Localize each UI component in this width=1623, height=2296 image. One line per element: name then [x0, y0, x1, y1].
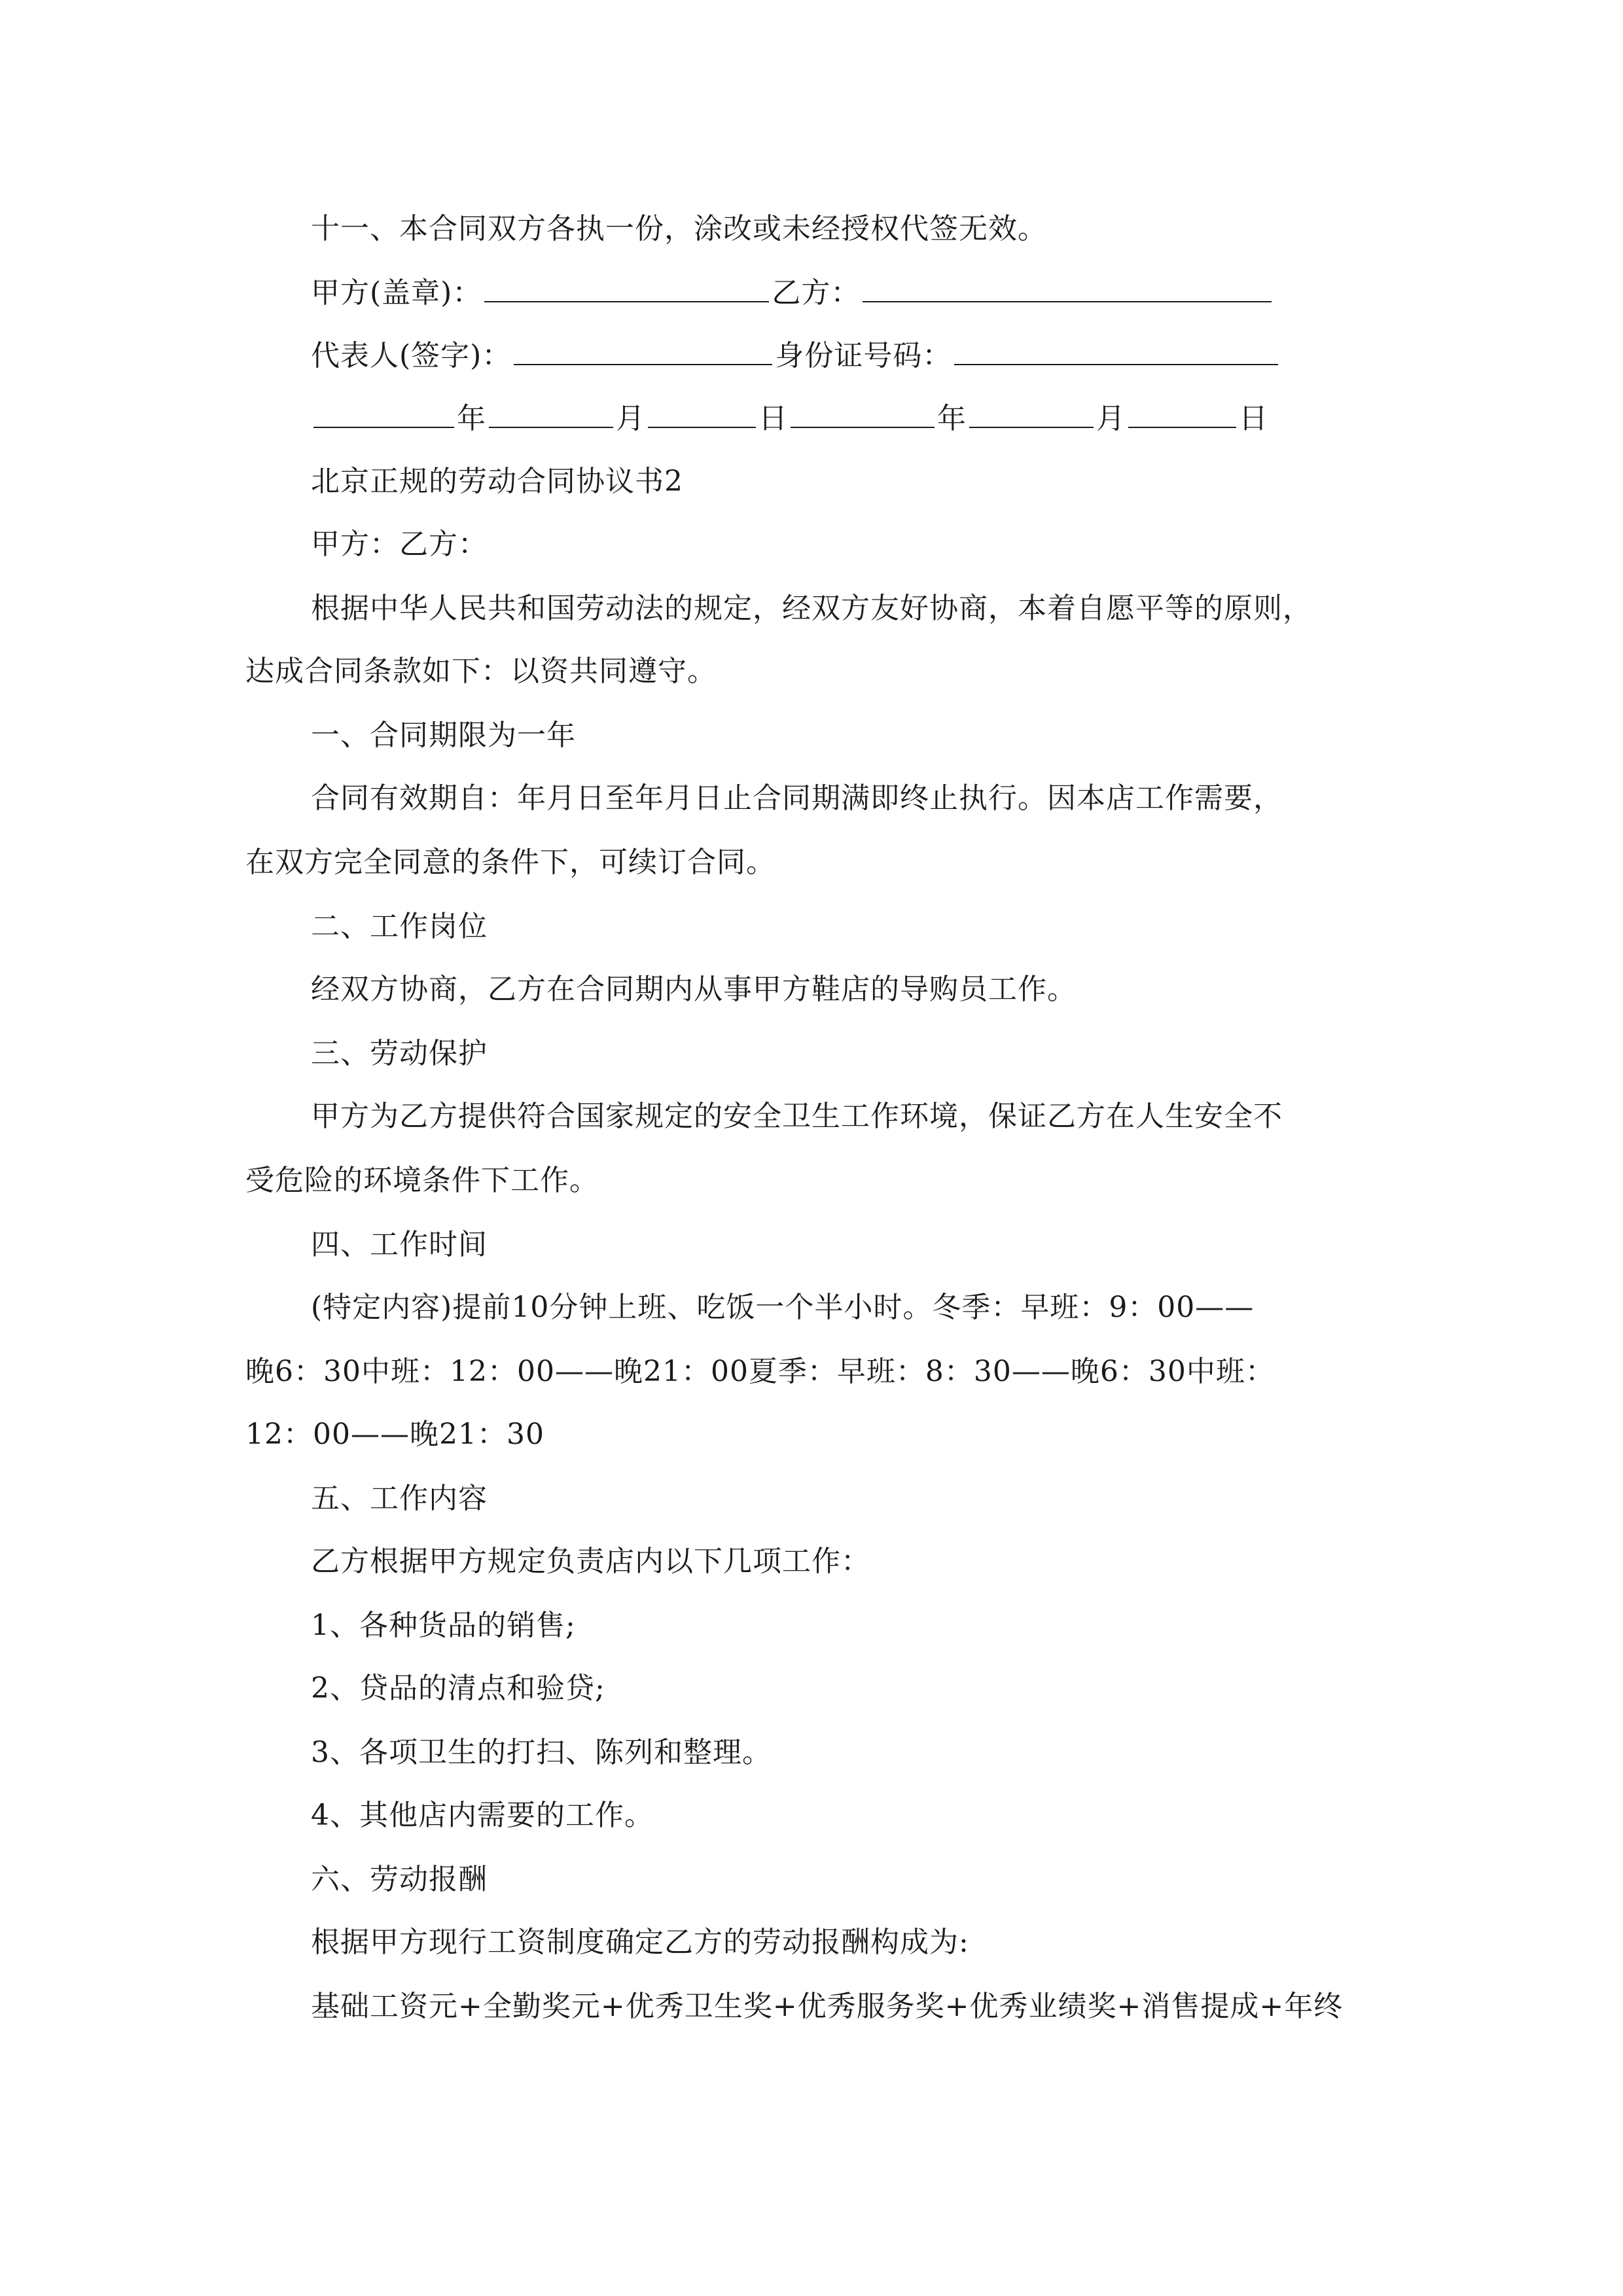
- intro-line-1: 根据中华人民共和国劳动法的规定，经双方友好协商，本着自愿平等的原则，: [311, 592, 1312, 625]
- year-a-label: 年: [457, 402, 486, 435]
- section-1-body-1: 合同有效期自：年月日至年月日止合同期满即终止执行。因本店工作需要，: [311, 781, 1283, 815]
- party-a-label: 甲方(盖章)：: [311, 276, 482, 310]
- parties-line: 甲方：乙方：: [311, 528, 488, 561]
- year-b-blank: [791, 398, 935, 428]
- signature-row-rep: [311, 335, 1397, 374]
- id-label: 身份证号码：: [775, 339, 952, 372]
- section-3-heading: 三、劳动保护: [311, 1037, 488, 1070]
- list-item: 4、其他店内需要的工作。: [311, 1799, 654, 1832]
- party-a-blank: [484, 272, 769, 302]
- section-2-body: 经双方协商，乙方在合同期内从事甲方鞋店的导购员工作。: [311, 973, 1077, 1006]
- rep-label: 代表人(签字)：: [311, 339, 512, 372]
- section-2-heading: 二、工作岗位: [311, 910, 488, 943]
- month-b-blank: [969, 398, 1094, 428]
- month-a-blank: [489, 398, 613, 428]
- section-4-heading: 四、工作时间: [311, 1228, 488, 1261]
- section-3-body-1: 甲方为乙方提供符合国家规定的安全卫生工作环境，保证乙方在人生安全不: [311, 1100, 1283, 1133]
- section-1-body-2: 在双方完全同意的条件下，可续订合同。: [245, 846, 776, 879]
- day-b-label: 日: [1239, 402, 1268, 435]
- section-4-body-3: 12：00——晚21：30: [245, 1418, 544, 1451]
- section-6-body-2: 基础工资元+全勤奖元+优秀卫生奖+优秀服务奖+优秀业绩奖+消售提成+年终: [311, 1990, 1344, 2023]
- rep-blank: [514, 335, 772, 365]
- party-b-label: 乙方：: [772, 276, 861, 310]
- section-4-body-1: (特定内容)提前10分钟上班、吃饭一个半小时。冬季：早班：9：00——: [311, 1291, 1255, 1324]
- intro-line-2: 达成合同条款如下：以资共同遵守。: [245, 655, 717, 688]
- signature-row-dates: [311, 398, 1397, 437]
- id-blank: [954, 335, 1278, 365]
- list-item: 3、各项卫生的打扫、陈列和整理。: [311, 1736, 772, 1769]
- section-5-body: 乙方根据甲方规定负责店内以下几项工作：: [311, 1545, 870, 1578]
- section-5-heading: 五、工作内容: [311, 1482, 488, 1515]
- section-3-body-2: 受危险的环境条件下工作。: [245, 1164, 599, 1197]
- year-b-label: 年: [937, 402, 967, 435]
- section-6-heading: 六、劳动报酬: [311, 1863, 488, 1896]
- day-b-blank: [1128, 398, 1236, 428]
- party-b-blank: [863, 272, 1272, 302]
- month-b-label: 月: [1096, 402, 1126, 435]
- list-item: 1、各种货品的销售;: [311, 1609, 576, 1642]
- section-6-body-1: 根据甲方现行工资制度确定乙方的劳动报酬构成为:: [311, 1926, 969, 1959]
- signature-row-parties: [311, 272, 1397, 312]
- year-a-blank: [313, 398, 454, 428]
- section-1-heading: 一、合同期限为一年: [311, 719, 576, 752]
- section-4-body-2: 晚6：30中班：12：00——晚21：00夏季：早班：8：30——晚6：30中班：: [245, 1355, 1275, 1388]
- list-item: 2、贷品的清点和验贷;: [311, 1672, 605, 1705]
- contract-title-2: 北京正规的劳动合同协议书2: [311, 465, 683, 498]
- month-a-label: 月: [616, 402, 645, 435]
- day-a-label: 日: [758, 402, 788, 435]
- clause-11: 十一、本合同双方各执一份，涂改或未经授权代签无效。: [311, 212, 1047, 245]
- day-a-blank: [648, 398, 756, 428]
